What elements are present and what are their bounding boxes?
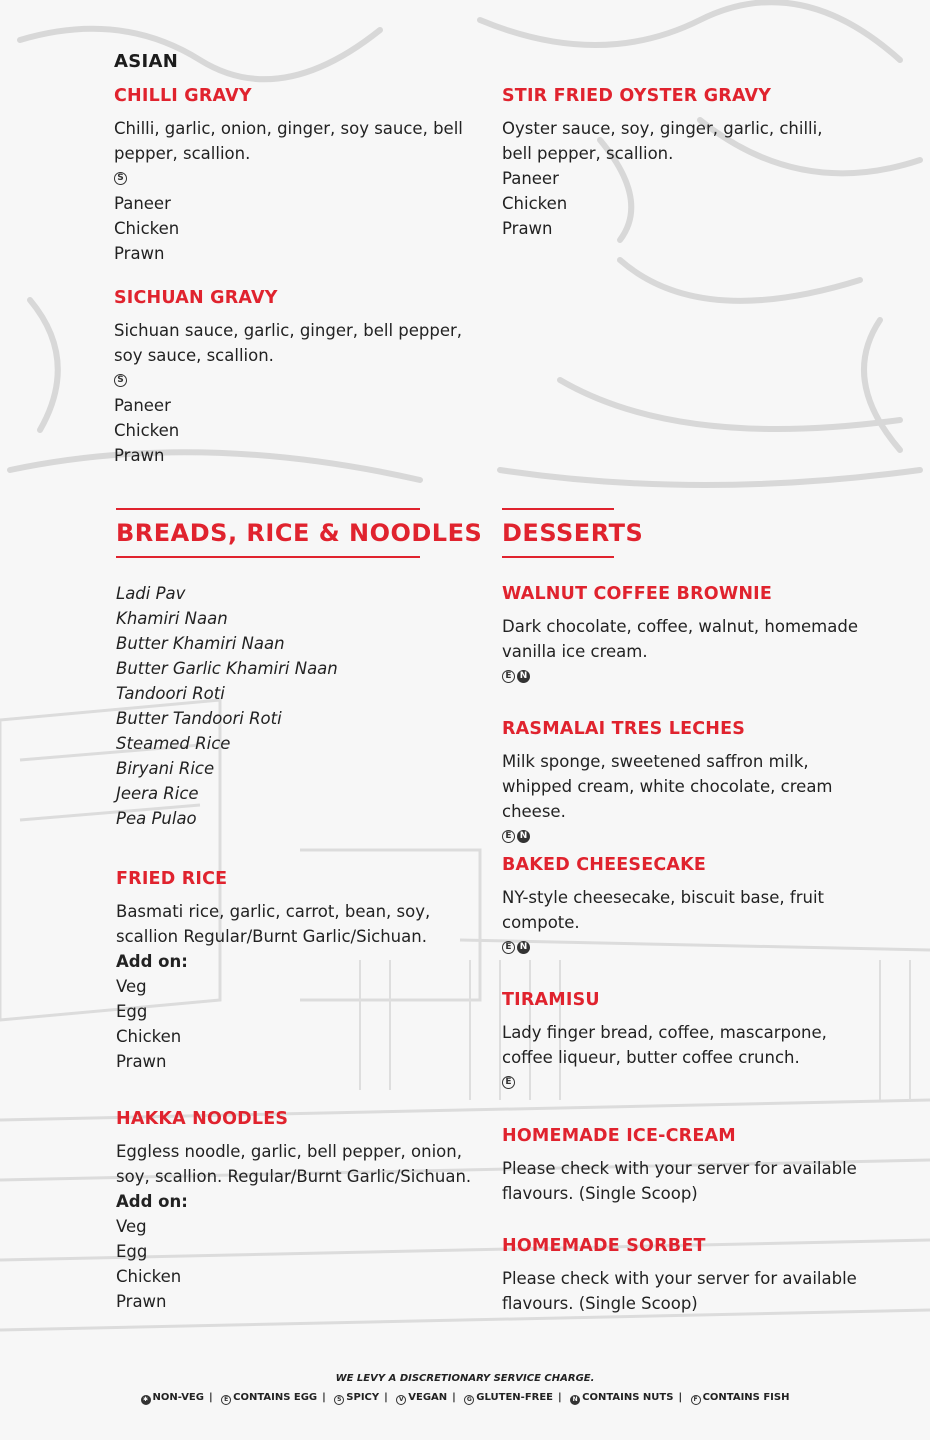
dish-description: Sichuan sauce, garlic, ginger, bell pepper, soy sauce, scallion.: [114, 321, 463, 365]
dish-title: HAKKA NOODLES: [116, 1109, 289, 1129]
list-item: Tandoori Roti: [116, 684, 225, 703]
list-item: Biryani Rice: [116, 759, 215, 778]
addon-item: Chicken: [116, 1027, 182, 1046]
legend-item: ✱ NON-VEG: [141, 1392, 204, 1403]
nuts-icon: N: [517, 830, 530, 843]
dish-description: Dark chocolate, coffee, walnut, homemade vanilla ice cream.: [502, 617, 858, 661]
addon-label: Add on:: [116, 952, 188, 971]
dish-description: NY-style cheesecake, biscuit base, fruit compote.: [502, 888, 825, 932]
diet-icons: [114, 166, 464, 191]
addon-item: Veg: [116, 977, 147, 996]
dish-title: WALNUT COFFEE BROWNIE: [502, 584, 773, 604]
option-item: Prawn: [502, 219, 553, 238]
desserts-heading-label: DESSERTS: [502, 519, 644, 547]
desserts-heading: [502, 508, 644, 558]
dish-description: Lady finger bread, coffee, mascarpone, coffee liqueur, butter coffee crunch.: [502, 1023, 827, 1067]
egg-icon: E: [502, 941, 515, 954]
dish-title: HOMEMADE ICE-CREAM: [502, 1126, 736, 1146]
addon-item: Chicken: [116, 1267, 182, 1286]
legend-item: E CONTAINS EGG: [221, 1392, 317, 1403]
hakka-noodles-block: [116, 1108, 481, 1314]
fried-rice-block: [116, 868, 481, 1074]
list-item: Steamed Rice: [116, 734, 231, 753]
addon-label: Add on:: [116, 1192, 188, 1211]
option-item: Paneer: [114, 396, 171, 415]
vegan-icon: V: [396, 1395, 406, 1405]
list-item: Butter Khamiri Naan: [116, 634, 285, 653]
nuts-icon: N: [517, 941, 530, 954]
dessert-item: [502, 1125, 877, 1206]
sichuan-gravy-block: [114, 287, 464, 468]
option-item: Chicken: [114, 219, 180, 238]
legend-item: S SPICY: [334, 1392, 379, 1403]
addon-item: Prawn: [116, 1292, 167, 1311]
option-item: Prawn: [114, 446, 165, 465]
dish-title: HOMEMADE SORBET: [502, 1236, 706, 1256]
non-veg-icon: ✱: [141, 1395, 151, 1405]
egg-icon: E: [502, 830, 515, 843]
list-item: Jeera Rice: [116, 784, 199, 803]
diet-icons: [502, 1070, 877, 1095]
list-item: Ladi Pav: [116, 584, 186, 603]
breads-heading: [116, 508, 483, 558]
legend-item: V VEGAN: [396, 1392, 447, 1403]
addon-item: Veg: [116, 1217, 147, 1236]
dessert-item: [502, 854, 877, 960]
egg-icon: E: [221, 1395, 231, 1405]
dish-title: SICHUAN GRAVY: [114, 288, 278, 308]
legend-item: F CONTAINS FISH: [691, 1392, 790, 1403]
breads-list: [116, 581, 476, 831]
egg-icon: E: [502, 1076, 515, 1089]
diet-legend: ✱ NON-VEG | E CONTAINS EGG | S SPICY | V VEGAN | G GLUTEN-FREE | N CONTAINS NUTS | F CONTAINS FISH: [0, 1392, 930, 1405]
diet-icons: [114, 368, 464, 393]
spicy-icon: S: [114, 172, 127, 185]
dish-description: Eggless noodle, garlic, bell pepper, onion, soy, scallion. Regular/Burnt Garlic/Sichuan.: [116, 1142, 472, 1186]
dish-title: CHILLI GRAVY: [114, 86, 252, 106]
dish-title: STIR FRIED OYSTER GRAVY: [502, 86, 772, 106]
oyster-gravy-block: [502, 85, 852, 241]
breads-heading-label: BREADS, RICE & NOODLES: [116, 519, 483, 547]
egg-icon: E: [502, 670, 515, 683]
dish-description: Basmati rice, garlic, carrot, bean, soy, scallion Regular/Burnt Garlic/Sichuan.: [116, 902, 431, 946]
nuts-icon: N: [570, 1395, 580, 1405]
addon-item: Egg: [116, 1002, 148, 1021]
addon-item: Egg: [116, 1242, 148, 1261]
dish-description: Please check with your server for available flavours. (Single Scoop): [502, 1269, 857, 1313]
asian-heading: ASIAN: [114, 51, 179, 72]
dessert-item: [502, 1235, 877, 1316]
diet-icons: [502, 935, 877, 960]
dish-title: FRIED RICE: [116, 869, 228, 889]
dessert-item: [502, 718, 877, 849]
dish-description: Oyster sauce, soy, ginger, garlic, chilli, bell pepper, scallion.: [502, 119, 823, 163]
list-item: Khamiri Naan: [116, 609, 228, 628]
list-item: Butter Tandoori Roti: [116, 709, 282, 728]
legend-item: G GLUTEN-FREE: [464, 1392, 553, 1403]
option-item: Prawn: [114, 244, 165, 263]
option-item: Chicken: [502, 194, 568, 213]
dish-title: RASMALAI TRES LECHES: [502, 719, 746, 739]
spicy-icon: S: [334, 1395, 344, 1405]
dessert-item: [502, 583, 877, 689]
list-item: Butter Garlic Khamiri Naan: [116, 659, 338, 678]
diet-icons: [502, 824, 877, 849]
gluten-free-icon: G: [464, 1395, 474, 1405]
addon-item: Prawn: [116, 1052, 167, 1071]
dessert-item: [502, 989, 877, 1095]
dish-title: TIRAMISU: [502, 990, 600, 1010]
dish-description: Please check with your server for available flavours. (Single Scoop): [502, 1159, 857, 1203]
legend-item: N CONTAINS NUTS: [570, 1392, 673, 1403]
option-item: Chicken: [114, 421, 180, 440]
service-charge-note: WE LEVY A DISCRETIONARY SERVICE CHARGE.: [335, 1373, 595, 1384]
nuts-icon: N: [517, 670, 530, 683]
list-item: Pea Pulao: [116, 809, 197, 828]
option-item: Paneer: [114, 194, 171, 213]
dish-description: Chilli, garlic, onion, ginger, soy sauce, bell pepper, scallion.: [114, 119, 463, 163]
dish-description: Milk sponge, sweetened saffron milk, whipped cream, white chocolate, cream cheese.: [502, 752, 833, 821]
diet-icons: [502, 664, 877, 689]
spicy-icon: S: [114, 374, 127, 387]
chilli-gravy-block: [114, 85, 464, 266]
fish-icon: F: [691, 1395, 701, 1405]
option-item: Paneer: [502, 169, 559, 188]
dish-title: BAKED CHEESECAKE: [502, 855, 707, 875]
